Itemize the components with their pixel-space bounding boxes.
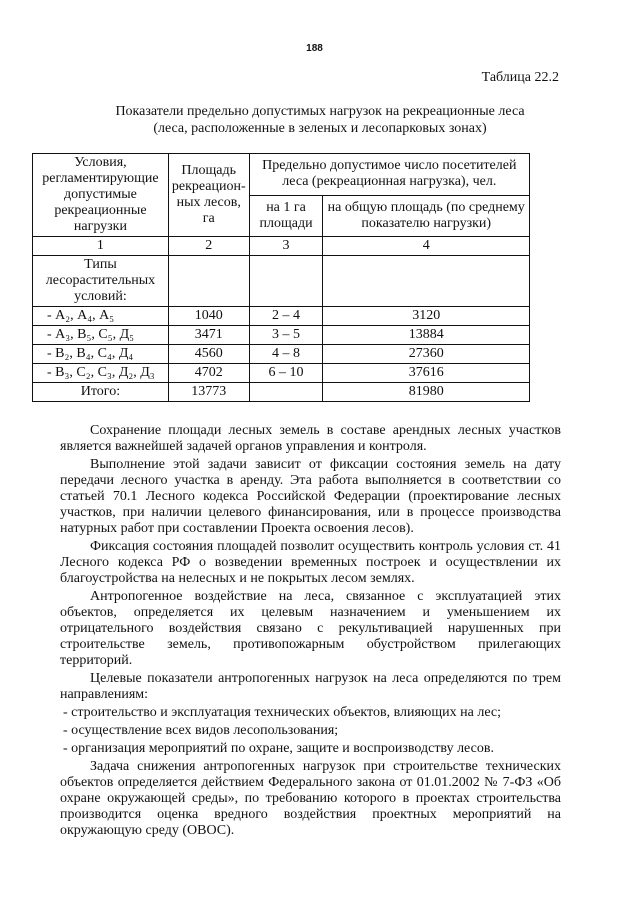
column-number: 4 [323,237,530,256]
row-area: 4560 [168,345,249,364]
row-area: 4702 [168,364,249,383]
row-total: 3120 [323,307,530,326]
table-title [60,103,580,137]
table-row [33,364,530,383]
row-label: - В₂, В₄, С₄, Д₄ [33,345,169,364]
table-title-line2: (леса, расположенные в зеленых и лесопарковых зонах) [153,121,487,136]
column-number: 3 [249,237,323,256]
total-area: 13773 [168,383,249,402]
table-row [33,326,530,345]
paragraph: Фиксация состояния площадей позволит осуществить контроль условия ст. 41 Лесного кодекса РФ о возведении временных построек и осуществлении их благоустройства на нелесных и не покрытых лесом землях. [60,539,561,586]
row-label: - А₂, А₄, А₅ [33,307,169,326]
header-conditions: Условия, регламентирующие допустимые рекреационные нагрузки [33,154,169,237]
row-label: - В₃, С₂, С₃, Д₂, Д₃ [33,364,169,383]
total-label: Итого: [33,383,169,402]
table-section-row [33,256,530,307]
table-title-line1: Показатели предельно допустимых нагрузок на рекреационные леса [115,104,525,119]
list-item: - строительство и эксплуатация технических объектов, влияющих на лес; [63,705,502,720]
row-total: 13884 [323,326,530,345]
paragraph: Задача снижения антропогенных нагрузок при строительстве технических объектов определяется действием Федерального закона от 01.01.2002 № 7-ФЗ «Об охране окружающей среды», по требованию которого в проектах строительства производится оценка вредного воздействия проектных мероприятий на окружающую среду (ОВОС). [60,759,561,838]
paragraph: Сохранение площади лесных земель в составе арендных лесных участков является важнейшей задачей органов управления и контроля. [60,423,561,454]
table-label: Таблица 22.2 [481,70,559,85]
row-label: - А₃, В₅, С₅, Д₅ [33,326,169,345]
table-row [33,307,530,326]
row-per-ha: 2 – 4 [249,307,323,326]
header-max-visitors: Предельно допустимое число посетителей леса (рекреационная нагрузка), чел. [249,154,529,196]
row-per-ha: 4 – 8 [249,345,323,364]
load-table [32,153,530,402]
body-text [60,423,561,841]
row-area: 3471 [168,326,249,345]
paragraph: Выполнение этой задачи зависит от фиксации состояния земель на дату передачи лесного участка в аренду. Эта работа выполняется в соответствии со статьей 70.1 Лесного кодекса Российской Федерации (проектирование лесных участков, при наличии целевого финансирования, или в процессе производства натурных работ при составлении Проекта освоения лесов). [60,457,561,536]
table-number-row [33,237,530,256]
row-total: 27360 [323,345,530,364]
list-item: - осуществление всех видов лесопользования; [63,723,339,738]
column-number: 1 [33,237,169,256]
list-item: - организация мероприятий по охране, защите и воспроизводству лесов. [63,741,494,756]
row-per-ha: 6 – 10 [249,364,323,383]
page-number: 188 [306,43,323,54]
paragraph: Целевые показатели антропогенных нагрузок на леса определяются по трем направлениям: [60,671,561,702]
header-area: Площадь рекреацион-ных лесов, га [168,154,249,237]
total-visitors: 81980 [323,383,530,402]
header-per-ha: на 1 га площади [249,195,323,237]
paragraph: Антропогенное воздействие на леса, связанное с эксплуатацией этих объектов, определяется их целевым назначением и уменьшением их отрицательного воздействия связано с рекультивацией нарушенных при строительстве земель, противопожарным обустройством прилегающих территорий. [60,589,561,668]
table-total-row [33,383,530,402]
row-per-ha: 3 – 5 [249,326,323,345]
table-header-row [33,154,530,196]
row-total: 37616 [323,364,530,383]
section-label: Типы лесорастительных условий: [33,256,169,307]
header-total-area: на общую площадь (по среднему показателю нагрузки) [323,195,530,237]
table-row [33,345,530,364]
column-number: 2 [168,237,249,256]
row-area: 1040 [168,307,249,326]
total-per-ha [249,383,323,402]
